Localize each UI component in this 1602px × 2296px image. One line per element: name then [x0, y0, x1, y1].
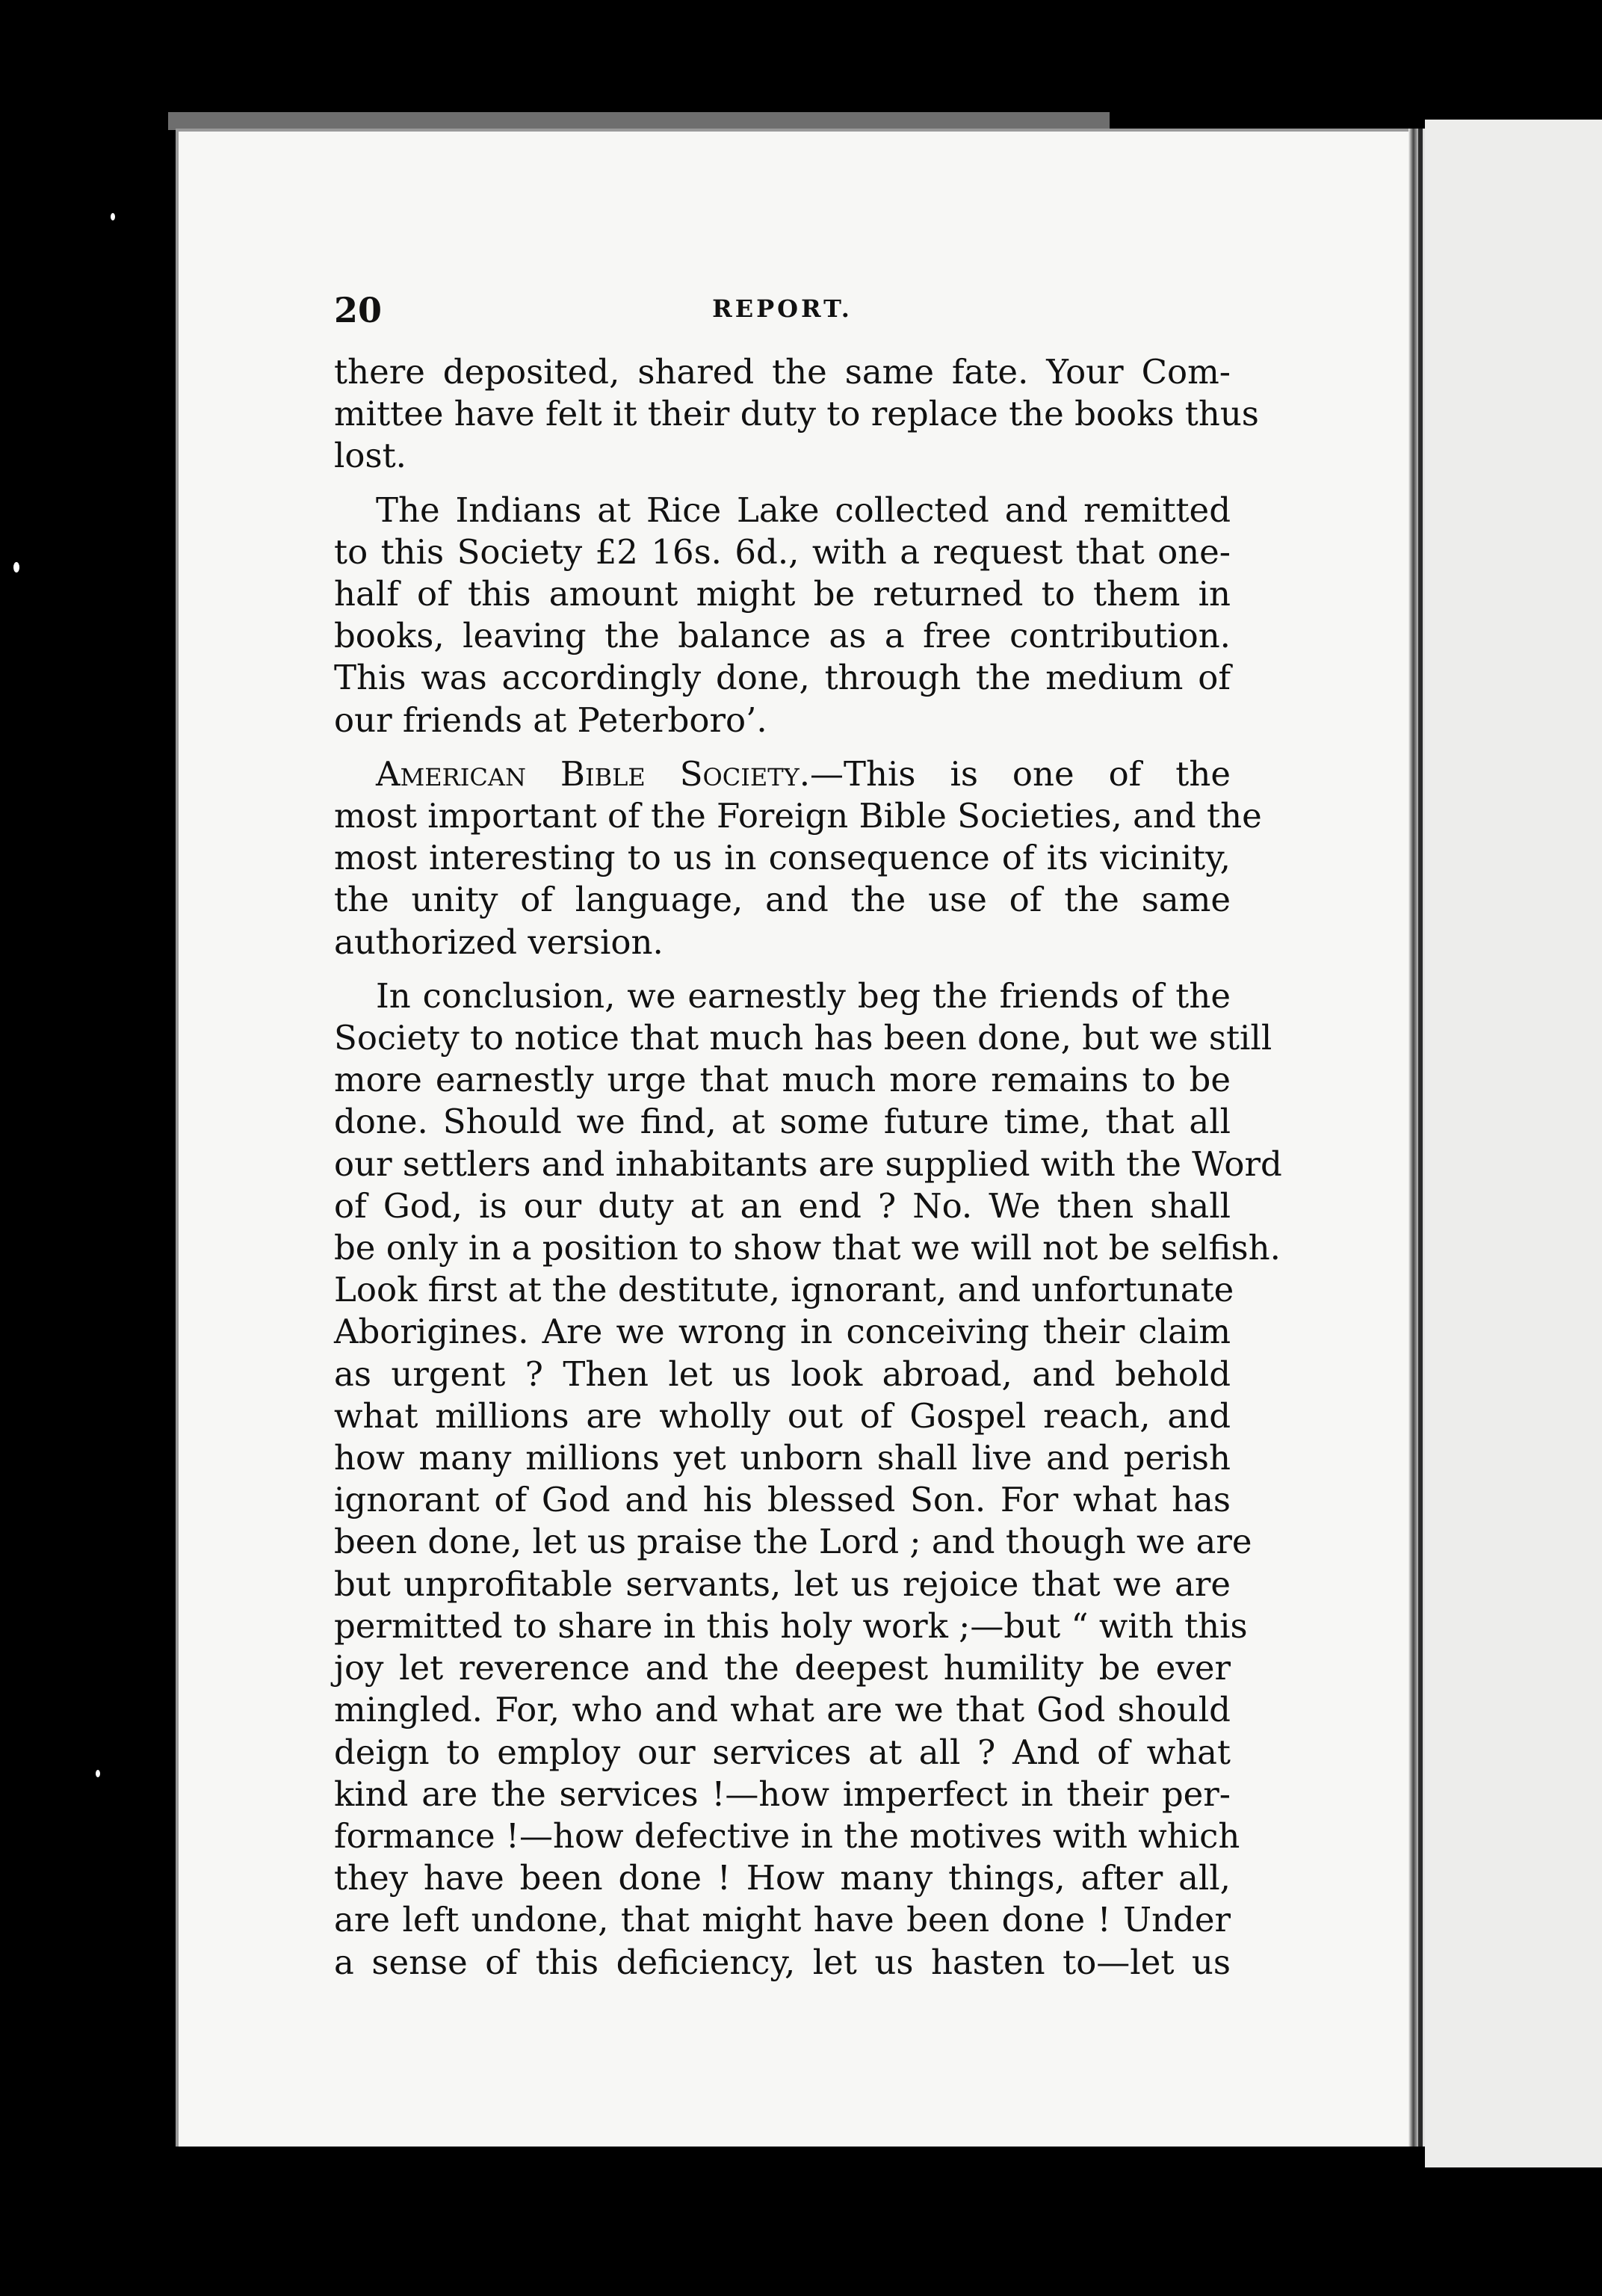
text-line: books, leaving the balance as a free contribution. [334, 616, 1231, 656]
text-line: authorized version. [334, 922, 664, 962]
paragraph [334, 351, 1259, 478]
text-line: a sense of this deficiency, let us hasten to—let us [334, 1942, 1231, 1982]
page-header [334, 290, 1231, 335]
text-line: our friends at Peterboro’. [334, 700, 767, 740]
text-line: but unprofitable servants, let us rejoice that we are [334, 1564, 1231, 1604]
paragraph [334, 490, 1231, 741]
text-line: the unity of language, and the use of the same [334, 880, 1231, 920]
book-edge-strip [168, 112, 1110, 130]
text-line: as urgent ? Then let us look abroad, and behold [334, 1354, 1231, 1394]
text-line: they have been done ! How many things, after all, [334, 1858, 1231, 1898]
text-line: lost. [334, 436, 406, 476]
text-line: there deposited, shared the same fate. Your Com- [334, 352, 1231, 392]
section-heading: American Bible Society. [376, 753, 811, 794]
text-line: The Indians at Rice Lake collected and remitted [376, 490, 1231, 530]
text-line: mittee have felt it their duty to replace the books thus [334, 394, 1259, 434]
scan-speck [96, 1770, 100, 1777]
text-line: of God, is our duty at an end ? No. We then shall [334, 1185, 1231, 1226]
text-line: deign to employ our services at all ? And of what [334, 1732, 1231, 1772]
spine-shadow [1418, 129, 1423, 2147]
text-line: been done, let us praise the Lord ; and though we are [334, 1522, 1252, 1562]
text-line: mingled. For, who and what are we that God should [334, 1690, 1231, 1730]
text-line: more earnestly urge that much more remains to be [334, 1060, 1231, 1100]
paragraph [334, 975, 1282, 1984]
text-line: most interesting to us in consequence of its vicinity, [334, 838, 1231, 878]
text-line: be only in a position to show that we will not be selfish. [334, 1228, 1281, 1268]
page-number: 20 [334, 290, 383, 330]
facing-page [1425, 120, 1602, 2167]
text-line: how many millions yet unborn shall live and perish [334, 1438, 1231, 1478]
text-line: permitted to share in this holy work ;—but “ with this [334, 1605, 1248, 1646]
text-line: Society to notice that much has been done, but we still [334, 1018, 1272, 1058]
text-line: kind are the services !—how imperfect in their per- [334, 1774, 1231, 1814]
text-line: to this Society £2 16s. 6d., with a request that one- [334, 531, 1231, 572]
text-line: formance !—how defective in the motives with which [334, 1815, 1240, 1856]
text-line: are left undone, that might have been done ! Under [334, 1900, 1231, 1940]
text-line: Aborigines. Are we wrong in conceiving their claim [334, 1312, 1231, 1352]
text-line: our settlers and inhabitants are supplied with the Word [334, 1144, 1282, 1184]
scan-speck [111, 213, 115, 220]
text-line: ignorant of God and his blessed Son. For what has [334, 1480, 1231, 1520]
scan-speck [13, 562, 19, 573]
text-line: In conclusion, we earnestly beg the friends of the [376, 975, 1231, 1016]
text-line: Look first at the destitute, ignorant, and unfortunate [334, 1270, 1234, 1310]
text-line-rest: —This is one of the [810, 753, 1231, 794]
text-line [334, 753, 1231, 795]
running-head: REPORT. [712, 294, 853, 323]
text-line: done. Should we find, at some future time, that all [334, 1102, 1231, 1142]
text-line: half of this amount might be returned to them in [334, 574, 1231, 614]
text-line: joy let reverence and the deepest humility be ever [334, 1648, 1231, 1688]
text-line: what millions are wholly out of Gospel reach, and [334, 1395, 1231, 1436]
text-line: This was accordingly done, through the medium of [334, 658, 1231, 698]
text-line: most important of the Foreign Bible Societies, and the [334, 796, 1262, 836]
paragraph [334, 753, 1262, 963]
body-text [334, 351, 1282, 1984]
